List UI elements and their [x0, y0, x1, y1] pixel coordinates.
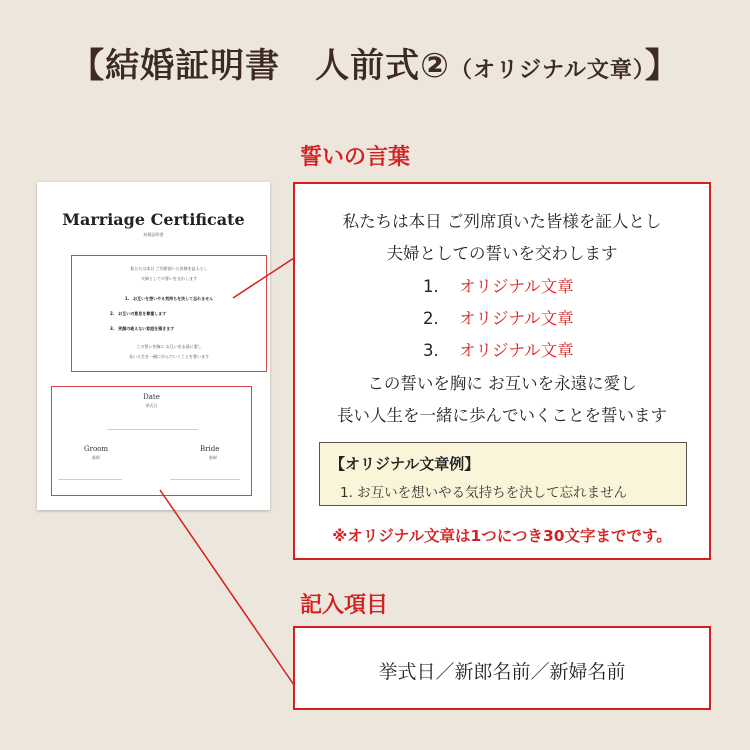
vow-item-number: 1. — [423, 277, 439, 296]
vow-item — [423, 337, 574, 361]
certificate-vow-line: 私たちは本日 ご列席頂いた皆様を証人とし — [130, 266, 208, 271]
character-limit-note: ※オリジナル文章は1つにつき30文字までです。 — [332, 527, 672, 545]
page-title-end: 】 — [644, 46, 680, 86]
example-title: 【オリジナル文章例】 — [330, 455, 480, 473]
certificate-bride-sub: 新婦 — [209, 455, 217, 460]
vow-item — [423, 273, 574, 297]
vow-closing-line: 長い人生を一緒に歩んでいくことを誓います — [337, 406, 667, 425]
entry-section-heading: 記入項目 — [300, 593, 389, 618]
vow-item — [423, 305, 574, 329]
certificate-groom-label: Groom — [84, 445, 109, 453]
entry-box — [293, 626, 711, 710]
vow-item-number: 2. — [423, 309, 439, 328]
vow-item-number: 3. — [423, 341, 439, 360]
vow-box — [293, 182, 711, 560]
vow-intro-line: 夫婦としての誓いを交わします — [386, 244, 618, 263]
vow-item-text: オリジナル文章 — [459, 341, 574, 360]
entry-items-text: 挙式日／新郎名前／新婦名前 — [378, 661, 626, 683]
certificate-vow-line: 3. 笑顔の絶えない家庭を築きます — [110, 326, 175, 331]
vow-connector-line — [233, 258, 294, 298]
vow-intro-line: 私たちは本日 ご列席頂いた皆様を証人とし — [342, 212, 662, 231]
certificate-vow-line: 1. お互いを想いやる気持ちを決して忘れません — [124, 296, 214, 301]
example-text: 1. お互いを想いやる気持ちを決して忘れません — [340, 485, 628, 501]
vow-item-text: オリジナル文章 — [459, 309, 574, 328]
entry-connector-line — [160, 490, 294, 685]
certificate-vow-line: この誓いを胸に お互いを永遠に愛し — [136, 344, 202, 349]
vow-closing-line: この誓いを胸に お互いを永遠に愛し — [367, 374, 637, 393]
page-title-sub: （オリジナル文章） — [449, 58, 645, 83]
certificate-vow-line: 長い人生を一緒に歩んでいくことを誓います — [129, 354, 209, 359]
certificate-subtitle: 結婚証明書 — [143, 232, 164, 237]
certificate-vow-line: 2. お互いの意見を尊重します — [110, 311, 167, 316]
page-title-main: 【結婚証明書 人前式② — [70, 46, 450, 86]
vow-item-text: オリジナル文章 — [459, 277, 574, 296]
certificate-date-sub: 挙式日 — [145, 403, 158, 408]
certificate-bride-label: Bride — [200, 445, 220, 453]
certificate-vow-line: 夫婦としての誓いを交わします — [141, 276, 197, 281]
example-box — [319, 442, 687, 506]
certificate-title: Marriage Certificate — [62, 210, 245, 229]
certificate-groom-sub: 新郎 — [92, 455, 100, 460]
vow-section-heading: 誓いの言葉 — [300, 145, 411, 170]
certificate-date-label: Date — [143, 393, 160, 401]
